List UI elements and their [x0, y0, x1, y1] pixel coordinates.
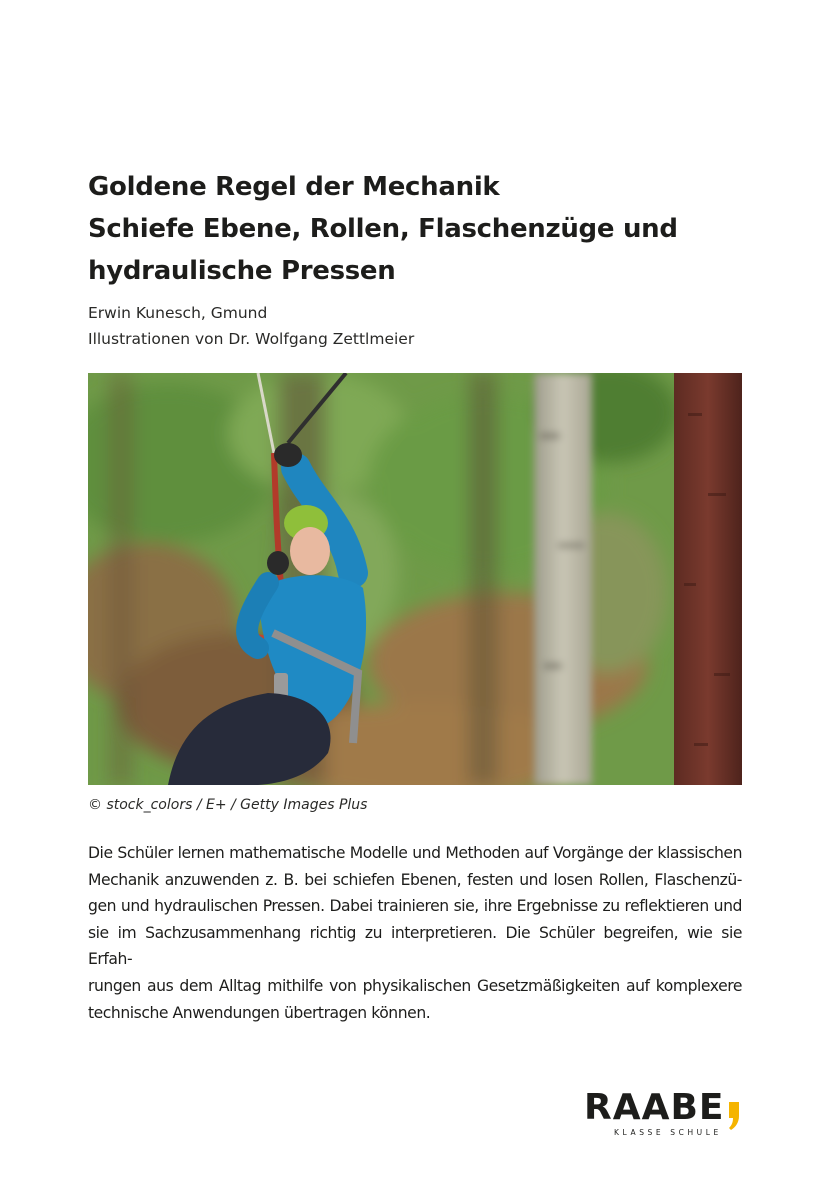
- description-line: Die Schüler lernen mathematische Modelle und Methoden auf Vorgänge der klassischen: [88, 844, 742, 862]
- author-name: Erwin Kunesch, Gmund: [88, 304, 268, 322]
- title-line-1: Goldene Regel der Mechanik: [88, 172, 500, 202]
- description-line: technische Anwendungen übertragen können.: [88, 1003, 431, 1022]
- zipline-photo: [88, 373, 742, 785]
- description-line: rungen aus dem Alltag mithilfe von physikalischen Gesetzmäßigkeiten auf komplexere: [88, 976, 742, 995]
- photo-credit: © stock_colors / E+ / Getty Images Plus: [88, 797, 368, 813]
- logo-wordmark: RAABE: [584, 1087, 725, 1128]
- raabe-logo: [584, 1088, 754, 1144]
- document-title: [88, 166, 768, 292]
- title-line-3: hydraulische Pressen: [88, 256, 396, 286]
- illustrator-credit: Illustrationen von Dr. Wolfgang Zettlmeier: [88, 330, 415, 348]
- description-line: gen und hydraulischen Pressen. Dabei trainieren sie, ihre Ergebnisse zu reflektieren und: [88, 897, 742, 916]
- description-line: Mechanik anzuwenden z. B. bei schiefen Ebenen, festen und losen Rollen, Flaschenzü-: [88, 870, 742, 889]
- logo-comma-icon: [728, 1102, 740, 1130]
- description-line: sie im Sachzusammenhang richtig zu interpretieren. Die Schüler begreifen, wie sie Erfah-: [88, 923, 742, 969]
- title-line-2: Schiefe Ebene, Rollen, Flaschenzüge und: [88, 214, 678, 244]
- author-block: [88, 300, 748, 352]
- logo-tagline: KLASSE SCHULE: [614, 1128, 722, 1137]
- description-paragraph: [88, 840, 742, 1026]
